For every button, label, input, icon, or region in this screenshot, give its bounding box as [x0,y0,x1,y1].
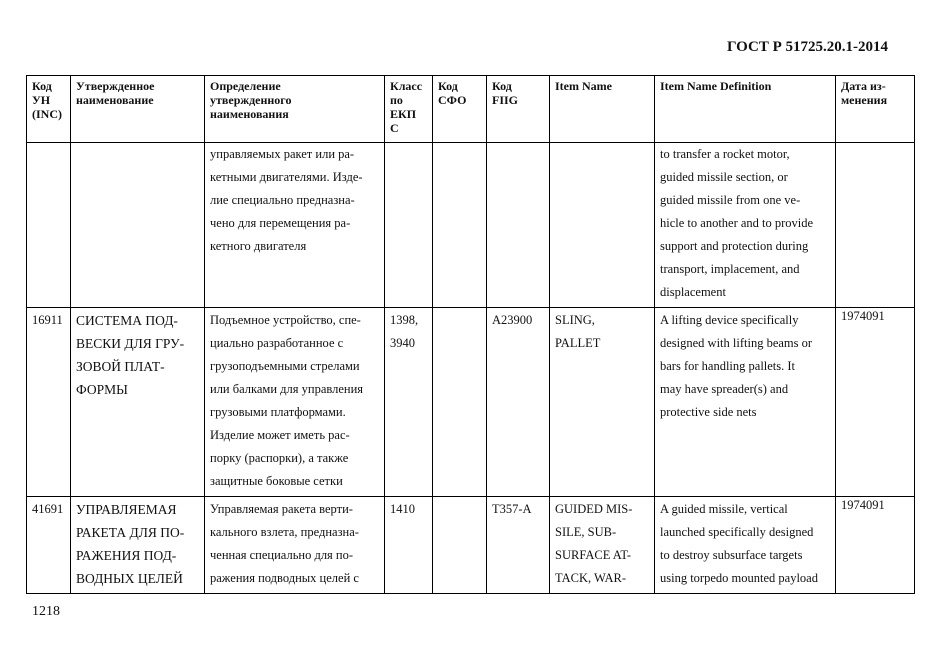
header-item-definition: Item Name Definition [655,76,836,143]
header-approved-name: Утвержденное наименование [71,76,205,143]
cell-code: 41691 [27,497,71,594]
cell-fiig [487,143,550,308]
table-row [27,308,915,497]
cell-item-definition: A guided missile, vertical launched specifically designed to destroy subsurface targets using torpedo mounted payload [655,497,836,594]
cell-date: 1974091 [836,308,915,497]
page-number: 1218 [32,604,60,619]
table-row [27,143,915,308]
cell-approved-name: СИСТЕМА ПОД- ВЕСКИ ДЛЯ ГРУ- ЗОВОЙ ПЛАТ- ФОРМЫ [71,308,205,497]
cell-definition: управляемых ракет или ра- кетными двигателями. Изде- лие специально предназна- чено для перемещения ра- кетного двигателя [205,143,385,308]
cell-code: 16911 [27,308,71,497]
table-row [27,497,915,594]
cell-code [27,143,71,308]
cell-sfo [433,497,487,594]
cell-class: 1410 [385,497,433,594]
header-class: Класс по ЕКП С [385,76,433,143]
cell-approved-name: УПРАВЛЯЕМАЯ РАКЕТА ДЛЯ ПО- РАЖЕНИЯ ПОД- ВОДНЫХ ЦЕЛЕЙ [71,497,205,594]
cell-fiig: T357-A [487,497,550,594]
cell-item-name: SLING, PALLET [550,308,655,497]
header-item-name: Item Name [550,76,655,143]
cell-item-definition: to transfer a rocket motor, guided missile section, or guided missile from one ve- hicle to another and to provide support and protection during transport, implacement, and displacement [655,143,836,308]
header-fiig: Код FIIG [487,76,550,143]
cell-date: 1974091 [836,497,915,594]
cell-date [836,143,915,308]
header-code: Код УН (INC) [27,76,71,143]
document-standard-number: ГОСТ Р 51725.20.1-2014 [726,39,888,55]
cell-class [385,143,433,308]
cell-approved-name [71,143,205,308]
cell-item-name [550,143,655,308]
cell-fiig: A23900 [487,308,550,497]
cell-item-name: GUIDED MIS- SILE, SUB- SURFACE AT- TACK, WAR- [550,497,655,594]
table-header-row [27,76,915,143]
header-sfo: Код СФО [433,76,487,143]
cell-sfo [433,308,487,497]
cell-item-definition: A lifting device specifically designed with lifting beams or bars for handling pallets. It may have spreader(s) and protective side nets [655,308,836,497]
cell-class: 1398, 3940 [385,308,433,497]
catalog-table [26,75,915,594]
cell-definition: Подъемное устройство, спе- циально разработанное с грузоподъемными стрелами или балками для управления грузовыми платформами. Изделие может иметь рас- порку (распорки), а также защитные боковые сетки [205,308,385,497]
header-definition: Определение утвержденного наименования [205,76,385,143]
cell-definition: Управляемая ракета верти- кального взлета, предназна- ченная специально для по- ражения подводных целей с [205,497,385,594]
cell-sfo [433,143,487,308]
header-date: Дата из- менения [836,76,915,143]
